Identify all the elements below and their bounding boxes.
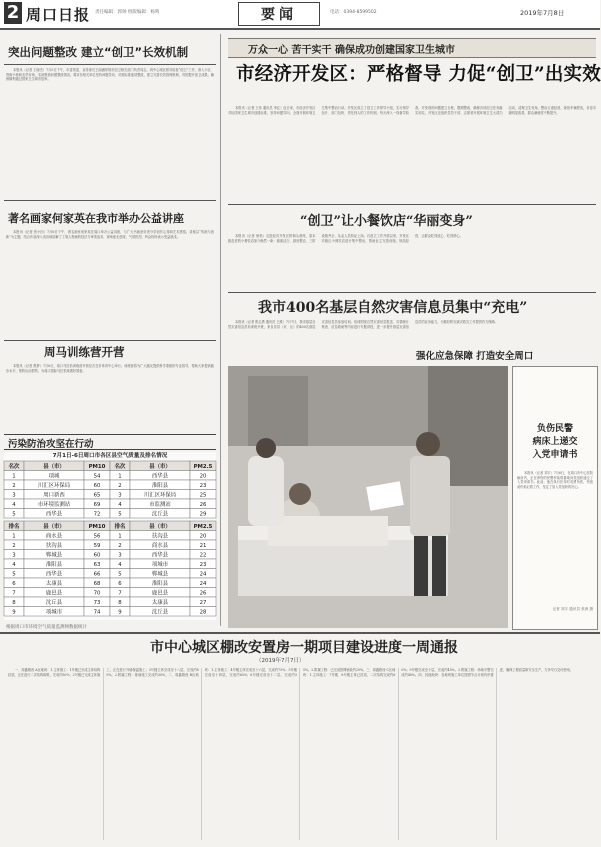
table-cell: 24 [199,580,207,587]
table-header-cell: 排名 [8,523,20,530]
table-cell: 73 [93,599,101,606]
photo-illustration [228,366,508,628]
table-cell: 商水县 [45,533,63,540]
table-cell: 66 [93,571,101,578]
table-cell: 26 [199,501,207,508]
table-header-cell: 名次 [114,463,126,470]
table-cell: 4 [12,561,16,568]
table-cell: 9 [118,609,122,616]
article-3-body: 本报讯（记者 焦梦）7月6日，周口马拉松训练营开营仪式在市体育中心举行。训练营将为广大跑友提供科学系统的专业指导，帮助大家提高跑步水平，预防运动损伤，为周口国际马拉松赛做好准备。 [6,364,214,373]
banner-slogan: 万众一心 苦干实干 确保成功创建国家卫生城市 [248,45,455,56]
table-cell: 西华县 [151,473,169,480]
table-cell: 5 [12,511,16,518]
table-cell: 鹿邑县 [151,590,169,597]
article-6-title: 强化应急保障 打造安全周口 [416,351,534,362]
table-cell: 西华县 [151,552,169,559]
column-divider-1 [220,34,221,626]
table-cell: 川汇区环保局 [37,482,71,489]
table-cell: 5 [118,511,122,518]
table-cell: 60 [93,552,101,559]
table-cell: 沈丘县 [151,511,169,518]
table-cell: 2 [12,542,16,549]
table-cell: 1 [12,533,16,540]
photo-caption-body: 本报讯（记者 刘宇）7月6日，在周口市中心医院病房内，正在养伤的民警李某郑重地向党组织递交了入党申请书。此前，他在执行任务时英勇负伤，伤愈前仍惦记着工作，坚定了加入党组织的决心。 [517,471,593,489]
table-cell: 26 [199,590,207,597]
table-cell: 西华县 [45,511,63,518]
table-cell: 28 [199,609,207,616]
divider [4,340,216,341]
table-cell: 太康县 [151,599,169,606]
table-cell: 29 [199,511,207,518]
table-header-cell: 县（市） [43,523,65,530]
masthead [0,0,600,30]
divider [228,204,596,205]
table-header-cell: 名次 [8,463,20,470]
table-cell: 3 [118,492,122,499]
table-header-cell: 排名 [114,523,126,530]
table-cell: 5 [118,571,122,578]
table-cell: 3 [12,492,16,499]
table-cell: 60 [93,482,101,489]
table-title: 7月1日-6日周口市各区县空气质量及排名情况 [52,453,168,459]
table-cell: 8 [118,599,122,606]
table-cell: 沈丘县 [45,599,63,606]
table-cell: 20 [199,473,207,480]
table-cell: 扶沟县 [45,542,63,549]
photo-caption-box [512,366,598,630]
table-cell: 21 [199,542,207,549]
photo-caption-title: 负伤民警 病床上递交 入党申请书 [532,424,578,460]
left-column [4,34,216,629]
table-cell: 65 [93,492,101,499]
table-cell: 周口新西 [43,492,65,499]
table-cell: 1 [118,473,122,480]
table-cell: 淮阳县 [151,580,169,587]
table-cell: 川汇区环保局 [143,492,177,499]
table-header-cell: PM10 [88,523,106,530]
table-cell: 淮阳县 [151,482,169,489]
table-cell: 3 [118,552,122,559]
air-quality-grid [4,461,216,616]
table-cell: 20 [199,533,207,540]
masthead-rule [0,28,600,30]
table-cell: 63 [93,561,101,568]
page-number: 2 [4,2,22,24]
table-cell: 70 [93,590,101,597]
table-cell: 27 [199,599,207,606]
table-cell: 7 [118,590,122,597]
table-cell: 6 [118,580,122,587]
table-header-cell: PM2.5 [193,523,213,530]
article-7-body: 一、周鑫路西 A区地块：1.主体施工：1号楼已完成主体结构封顶，正在进行二次结构砌筑，完成约50%；2号楼已完成主体施工，正在进行外墙保温施工；3号楼主体完成至十八层，完成约80%。2.附属工程：基础施工完成约30%。二、周鑫路西 B区地块：1.主体施工：4号楼主体完成至十六层，完成约75%；5号楼完成至十四层，完成约65%；6号楼完成至十二层，完成约55%。2.附属工程：已完成管网铺设约20%。三、周鑫路西 C区地块：1.主体施工：7号楼、8号楼主体已封顶，二次结构完成约60%；9号楼完成至十层，完成约45%。2.附属工程：场地平整完成约40%。四、其他地块：各地块施工单位按照节点计划有序推进，确保工程质量和安全生产，力争早日交付使用。 [8,668,573,677]
article-7-title: 市中心城区棚改安置房一期项目建设进度一周通报 [150,640,458,656]
table-cell: 项城 [48,473,60,480]
air-quality-title: 污染防治攻坚在行动 [8,439,94,450]
table-header-cell: PM10 [88,463,106,470]
divider [228,292,596,293]
article-2-title: 著名画家何家英在我市举办公益讲座 [8,212,184,225]
table-cell: 4 [12,501,16,508]
table-cell: 59 [93,542,101,549]
table-cell: 4 [118,561,122,568]
table-cell: 24 [199,571,207,578]
table-cell: 项城市 [45,609,63,616]
article-1-title: 突出问题整改 建立“创卫”长效机制 [8,45,189,59]
article-1-body: 本报讯（记者 王晓杰）7月5日下午，市委常委、宣传部长王丽涵带领市创卫相关部门负责同志，到中心城区督导检查“创卫”工作，深入小区、背街小巷和农贸市场，实地察看问题整改情况。要求各相关单位坚持问题导向，对照标准逐项整改，建立完善长效管理机制，巩固提升创卫成果，确保顺利通过国家卫生城市复审。 [6,68,214,82]
table-cell: 郸城县 [45,552,63,559]
article-4-title: “创卫”让小餐饮店“华丽变身” [300,214,473,229]
table-cell: 25 [199,492,207,499]
table-cell: 西华县 [45,571,63,578]
table-cell: 9 [12,609,16,616]
table-cell: 1 [12,473,16,480]
article-5-title: 我市400名基层自然灾害信息员集中“充电” [258,300,528,316]
article-7-subtitle: （2019年7月7日） [256,658,305,664]
masthead-info-left: 责任编辑：郭帅 组版编辑：杨鸣 [95,10,160,15]
table-cell: 22 [199,552,207,559]
table-cell: 6 [12,580,16,587]
table-cell: 2 [118,542,122,549]
table-cell: 4 [118,501,122,508]
table-cell: 74 [93,609,101,616]
table-cell: 太康县 [45,580,63,587]
table-header-cell: 县（市） [149,463,171,470]
banner-headline: 市经济开发区：严格督导 力促“创卫”出实效 [236,64,601,85]
table-cell: 淮阳县 [45,561,63,568]
section-name: 要闻 [261,7,297,23]
table-cell: 68 [93,580,101,587]
table-cell: 54 [93,473,101,480]
masthead-info-right: 电话：0394-8599502 [330,10,377,15]
bottom-section-rule [0,632,600,634]
table-cell: 沈丘县 [151,609,169,616]
divider [4,64,216,65]
article-3-title: 周马训练营开营 [44,345,125,359]
table-cell: 商水县 [151,542,169,549]
article-4-body: 本报讯（记者 徐松）走进经济开发区的街头巷尾，原本脏乱差的小餐饮店如今焕然一新：墙面洁白、厨房整洁、三防设施齐全、从业人员持证上岗。自创卫工作开展以来，开发区对辖区小餐饮店进行集中整治，帮助业主完善设施，规范经营，让群众吃得放心、吃得舒心。 [228,234,463,243]
table-header-cell: 县（市） [149,523,171,530]
air-quality-table [4,452,216,620]
table-cell: 扶沟县 [151,533,169,540]
table-cell: 2 [118,482,122,489]
table-cell: 郸城县 [151,571,169,578]
table-cell: 56 [93,533,101,540]
divider [4,200,216,201]
air-quality-footer: 根据周口市环境空气质量监测网数据统计 [6,625,87,630]
table-cell: 3 [12,552,16,559]
table-cell: 8 [12,599,16,606]
table-cell: 鹿邑县 [45,590,63,597]
banner-body: 本报讯（记者 王伟 通讯员 李红）连日来，市经济开发区对标国家卫生城市创建标准，坚持问题导向，全面开展环境卫生集中整治行动。开发区成立了创卫工作领导小组，实行领导包片、部门包块、责任到人的工作机制，每天深入一线督导检查，对发现的问题建立台账，限期整改，确保各项创卫任务落实到位。开发区还组织党员干部、志愿者开展环境卫生大清扫活动，清理卫生死角，整治占道经营，规范车辆停放，市容市貌明显改善，群众满意度不断提升。 [228,106,596,115]
table-header-cell: PM2.5 [193,463,213,470]
table-cell: 72 [93,511,101,518]
photo-caption-credit: 记者 刘宇 通讯员 张涛 摄 [552,607,593,611]
table-cell: 23 [199,482,207,489]
table-cell: 市环境监测站 [37,501,71,508]
table-cell: 69 [93,501,101,508]
table-cell: 1 [118,533,122,540]
article-5-body: 本报讯（记者 焦志勇 通讯员 王维）7月7日，我市基层自然灾害信息员培训班开班，来自各县（市、区）的400名基层灾害信息员参加培训。培训围绕自然灾害信息报送、灾情统计核查、应急救助等内容进行专题讲授，进一步提升基层灾害信息员的业务能力，为做好防灾减灾救灾工作提供有力保障。 [228,320,498,329]
table-cell: 市监测站 [149,501,171,508]
table-cell: 2 [12,482,16,489]
table-header-cell: 县（市） [43,463,65,470]
news-photo [228,366,508,628]
table-cell: 项城市 [151,561,169,568]
article-2-body: 本报讯（记者 张小田）7月6日下午，著名画家何家英在周口举办公益讲座，与广大书画爱好者分享创作心得和艺术感悟。讲座以“传统与创新”为主题，结合作品深入浅出地讲解了工笔人物画的技法与审美追求，现场座无虚席，气氛热烈，听众纷纷表示受益匪浅。 [6,230,214,239]
table-cell: 23 [199,561,207,568]
masthead-date: 2019年7月8日 [520,9,565,17]
paper-name: 周口日报 [26,6,91,24]
table-cell: 5 [12,571,16,578]
table-cell: 7 [12,590,16,597]
